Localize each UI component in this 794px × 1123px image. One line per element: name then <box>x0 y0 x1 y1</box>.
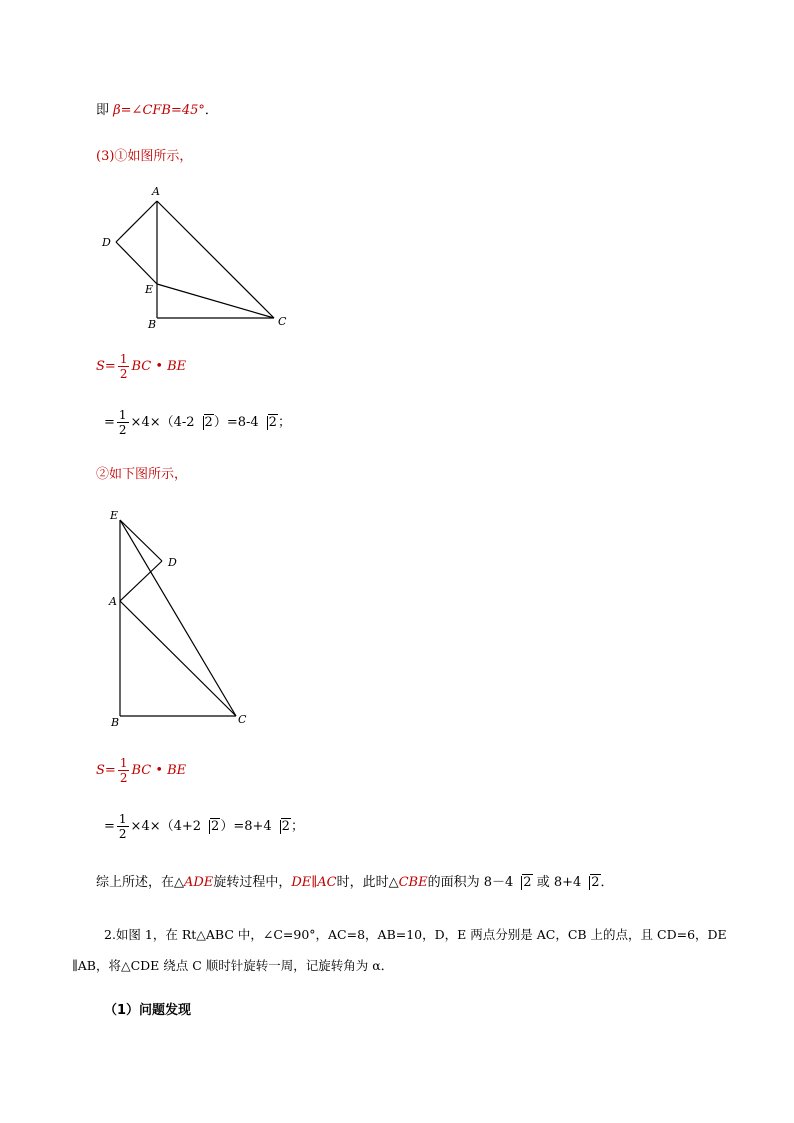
calc2-mid2: ）=8+4 <box>220 819 272 834</box>
fig1-label-a: A <box>152 185 160 198</box>
radicand: 2 <box>591 875 600 890</box>
calc2-fraction <box>118 756 130 785</box>
summary-text: 时，此时△ <box>336 875 399 890</box>
summary-ade: ADE <box>184 875 214 890</box>
calc2-line1 <box>96 756 186 785</box>
fig2-label-a: A <box>109 595 117 608</box>
calc2-end: ； <box>290 819 304 834</box>
conclusion-suffix: ． <box>204 103 218 118</box>
sqrt-symbol <box>581 874 600 892</box>
sqrt-symbol <box>513 874 532 892</box>
fig2-label-e: E <box>110 509 119 522</box>
fraction-denominator: 2 <box>118 423 127 437</box>
subheading: （1）问题发现 <box>104 1003 192 1018</box>
sqrt-symbol <box>259 414 278 432</box>
summary-text: ． <box>600 875 614 890</box>
calc2-eq: = <box>104 819 115 834</box>
calc1-fraction <box>118 352 130 381</box>
calc2-line2 <box>104 812 304 841</box>
fraction-numerator: 1 <box>118 812 127 826</box>
problem2-line1: 2.如图 1，在 Rt△ABC 中，∠C=90°，AC=8，AB=10，D，E 两点分别是 AC，CB 上的点，且 CD=6，DE <box>104 927 727 942</box>
fig2-label-b: B <box>111 716 120 729</box>
calc1-line1 <box>96 352 186 381</box>
sqrt-symbol <box>201 818 220 836</box>
fraction-denominator: 2 <box>119 771 128 785</box>
fig2-label-c: C <box>238 713 247 726</box>
figure-1 <box>116 201 274 318</box>
fig1-segment-ad <box>116 201 157 242</box>
sqrt-symbol <box>272 818 291 836</box>
sqrt-symbol <box>195 414 214 432</box>
summary-line <box>96 874 614 892</box>
calc1-end: ； <box>277 415 291 430</box>
summary-text: 的面积为 8－4 <box>427 875 514 890</box>
part3-heading-2: ②如下图所示， <box>96 467 188 482</box>
fraction-denominator: 2 <box>119 367 128 381</box>
summary-cbe: CBE <box>398 875 428 890</box>
problem2-line2: ∥AB，将△CDE 绕点 C 顺时针旋转一周，记旋转角为 α． <box>72 958 394 973</box>
calc2-fraction2 <box>117 812 129 841</box>
summary-de-parallel-ac: DE∥AC <box>291 875 337 890</box>
fig1-segment-de <box>116 242 157 284</box>
radicand: 2 <box>204 415 213 430</box>
fig1-label-b: B <box>148 318 157 331</box>
fraction-numerator: 1 <box>119 756 128 770</box>
radicand: 2 <box>523 875 532 890</box>
conclusion-prefix: 即 <box>96 103 114 118</box>
fraction-numerator: 1 <box>118 408 127 422</box>
summary-text: 综上所述，在△ <box>96 875 184 890</box>
calc1-mid2: ）=8-4 <box>213 415 259 430</box>
radicand: 2 <box>281 819 290 834</box>
figure-2 <box>120 520 236 716</box>
fraction-numerator: 1 <box>119 352 128 366</box>
fig1-label-e: E <box>145 283 154 296</box>
calc1-rhs: BC • BE <box>131 359 187 374</box>
calc1-line2 <box>104 408 291 437</box>
summary-text: 旋转过程中， <box>213 875 292 890</box>
calc2-rhs: BC • BE <box>131 763 187 778</box>
calc1-mid: ×4×（4-2 <box>130 415 195 430</box>
fraction-denominator: 2 <box>118 827 127 841</box>
fig1-label-d: D <box>102 236 111 249</box>
calc1-eq: = <box>104 415 115 430</box>
radicand: 2 <box>268 415 277 430</box>
conclusion-expression: β=∠CFB=45° <box>113 103 205 118</box>
fig2-label-d: D <box>168 556 177 569</box>
summary-text: 或 8+4 <box>532 875 582 890</box>
calc1-lhs: S= <box>96 359 116 374</box>
radicand: 2 <box>211 819 220 834</box>
part3-heading: (3)①如图所示， <box>96 149 193 164</box>
fig1-label-c: C <box>278 315 287 328</box>
calc2-mid: ×4×（4+2 <box>130 819 202 834</box>
calc2-lhs: S= <box>96 763 116 778</box>
calc1-fraction2 <box>117 408 129 437</box>
